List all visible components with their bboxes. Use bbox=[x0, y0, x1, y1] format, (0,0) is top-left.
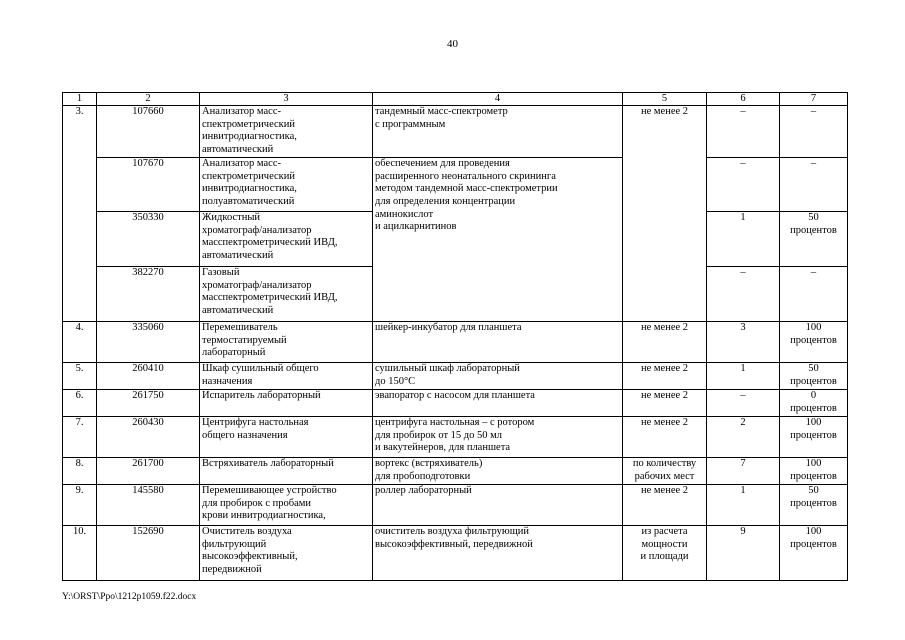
table-row bbox=[63, 525, 848, 580]
page-number: 40 bbox=[447, 38, 458, 50]
required-quantity: не менее 2 bbox=[623, 362, 707, 389]
row-number: 6. bbox=[63, 389, 97, 416]
equipment-code: 261700 bbox=[97, 457, 200, 484]
equipment-description: центрифуга настольная – с ротором для пробирок от 15 до 50 мл и вакутейнеров, для планшета bbox=[373, 416, 623, 457]
equipment-description: тандемный масс-спектрометр с программным bbox=[373, 106, 623, 158]
equipment-name: Перемешивающее устройство для пробирок с пробами крови инвитродиагностика, bbox=[200, 484, 373, 525]
required-quantity: из расчета мощности и площади bbox=[623, 525, 707, 580]
equipment-code: 260430 bbox=[97, 416, 200, 457]
equipment-percent: 100 процентов bbox=[780, 457, 848, 484]
equipment-percent: – bbox=[780, 266, 848, 321]
equipment-percent: 100 процентов bbox=[780, 525, 848, 580]
equipment-description: вортекс (встряхиватель) для пробоподготовки bbox=[373, 457, 623, 484]
row-number: 7. bbox=[63, 416, 97, 457]
table-row bbox=[63, 416, 848, 457]
header-cell: 2 bbox=[97, 93, 200, 106]
equipment-description: очиститель воздуха фильтрующий высокоэффективный, передвижной bbox=[373, 525, 623, 580]
equipment-name: Встряхиватель лабораторный bbox=[200, 457, 373, 484]
equipment-description: роллер лабораторный bbox=[373, 484, 623, 525]
equipment-code: 107660 bbox=[97, 106, 200, 158]
table-row bbox=[63, 362, 848, 389]
available-count: 1 bbox=[707, 362, 780, 389]
header-cell: 5 bbox=[623, 93, 707, 106]
equipment-percent: 50 процентов bbox=[780, 362, 848, 389]
equipment-percent: 100 процентов bbox=[780, 321, 848, 362]
available-count: – bbox=[707, 266, 780, 321]
available-count: 1 bbox=[707, 211, 780, 266]
equipment-percent: 50 процентов bbox=[780, 484, 848, 525]
row-number: 4. bbox=[63, 321, 97, 362]
equipment-name: Испаритель лабораторный bbox=[200, 389, 373, 416]
available-count: – bbox=[707, 157, 780, 211]
equipment-name: Очиститель воздуха фильтрующий высокоэффективный, передвижной bbox=[200, 525, 373, 580]
table-row bbox=[63, 321, 848, 362]
equipment-percent: 0 процентов bbox=[780, 389, 848, 416]
equipment-percent: – bbox=[780, 106, 848, 158]
row-number: 3. bbox=[63, 106, 97, 322]
required-quantity: не менее 2 bbox=[623, 321, 707, 362]
table-row bbox=[63, 484, 848, 525]
required-quantity: не менее 2 bbox=[623, 416, 707, 457]
equipment-code: 382270 bbox=[97, 266, 200, 321]
equipment-name: Анализатор масс- спектрометрический инвитродиагностика, полуавтоматический bbox=[200, 157, 373, 211]
equipment-code: 260410 bbox=[97, 362, 200, 389]
equipment-table bbox=[62, 92, 848, 581]
header-cell: 6 bbox=[707, 93, 780, 106]
header-cell: 3 bbox=[200, 93, 373, 106]
equipment-percent: 100 процентов bbox=[780, 416, 848, 457]
equipment-name: Перемешиватель термостатируемый лабораторный bbox=[200, 321, 373, 362]
header-cell: 1 bbox=[63, 93, 97, 106]
available-count: 3 bbox=[707, 321, 780, 362]
equipment-description: обеспечением для проведения расширенного неонатального скрининга методом тандемной масс-спектрометрии для определения концентрации аминокислот и ацилкарнитинов bbox=[373, 157, 623, 321]
equipment-description: шейкер-инкубатор для планшета bbox=[373, 321, 623, 362]
equipment-code: 335060 bbox=[97, 321, 200, 362]
equipment-name: Шкаф сушильный общего назначения bbox=[200, 362, 373, 389]
required-quantity: не менее 2 bbox=[623, 484, 707, 525]
required-quantity: по количеству рабочих мест bbox=[623, 457, 707, 484]
equipment-name: Жидкостный хроматограф/анализатор масспектрометрический ИВД, автоматический bbox=[200, 211, 373, 266]
equipment-code: 145580 bbox=[97, 484, 200, 525]
equipment-name: Газовый хроматограф/анализатор масспектрометрический ИВД, автоматический bbox=[200, 266, 373, 321]
equipment-description: эвапоратор с насосом для планшета bbox=[373, 389, 623, 416]
header-cell: 7 bbox=[780, 93, 848, 106]
equipment-code: 152690 bbox=[97, 525, 200, 580]
equipment-code: 107670 bbox=[97, 157, 200, 211]
equipment-code: 261750 bbox=[97, 389, 200, 416]
equipment-percent: – bbox=[780, 157, 848, 211]
required-quantity: не менее 2 bbox=[623, 389, 707, 416]
available-count: – bbox=[707, 389, 780, 416]
equipment-description: сушильный шкаф лабораторный до 150°С bbox=[373, 362, 623, 389]
row-number: 8. bbox=[63, 457, 97, 484]
document-file-path: Y:\ORST\Ppo\1212p1059.f22.docx bbox=[62, 592, 197, 602]
equipment-percent: 50 процентов bbox=[780, 211, 848, 266]
row-number: 5. bbox=[63, 362, 97, 389]
table-row bbox=[63, 157, 848, 211]
available-count: – bbox=[707, 106, 780, 158]
table-row bbox=[63, 389, 848, 416]
available-count: 9 bbox=[707, 525, 780, 580]
available-count: 2 bbox=[707, 416, 780, 457]
table-header-row bbox=[63, 93, 848, 106]
table-row bbox=[63, 106, 848, 158]
available-count: 1 bbox=[707, 484, 780, 525]
header-cell: 4 bbox=[373, 93, 623, 106]
available-count: 7 bbox=[707, 457, 780, 484]
row-number: 9. bbox=[63, 484, 97, 525]
equipment-name: Анализатор масс- спектрометрический инвитродиагностика, автоматический bbox=[200, 106, 373, 158]
row-number: 10. bbox=[63, 525, 97, 580]
equipment-code: 350330 bbox=[97, 211, 200, 266]
required-quantity: не менее 2 bbox=[623, 106, 707, 322]
equipment-name: Центрифуга настольная общего назначения bbox=[200, 416, 373, 457]
table-row bbox=[63, 457, 848, 484]
